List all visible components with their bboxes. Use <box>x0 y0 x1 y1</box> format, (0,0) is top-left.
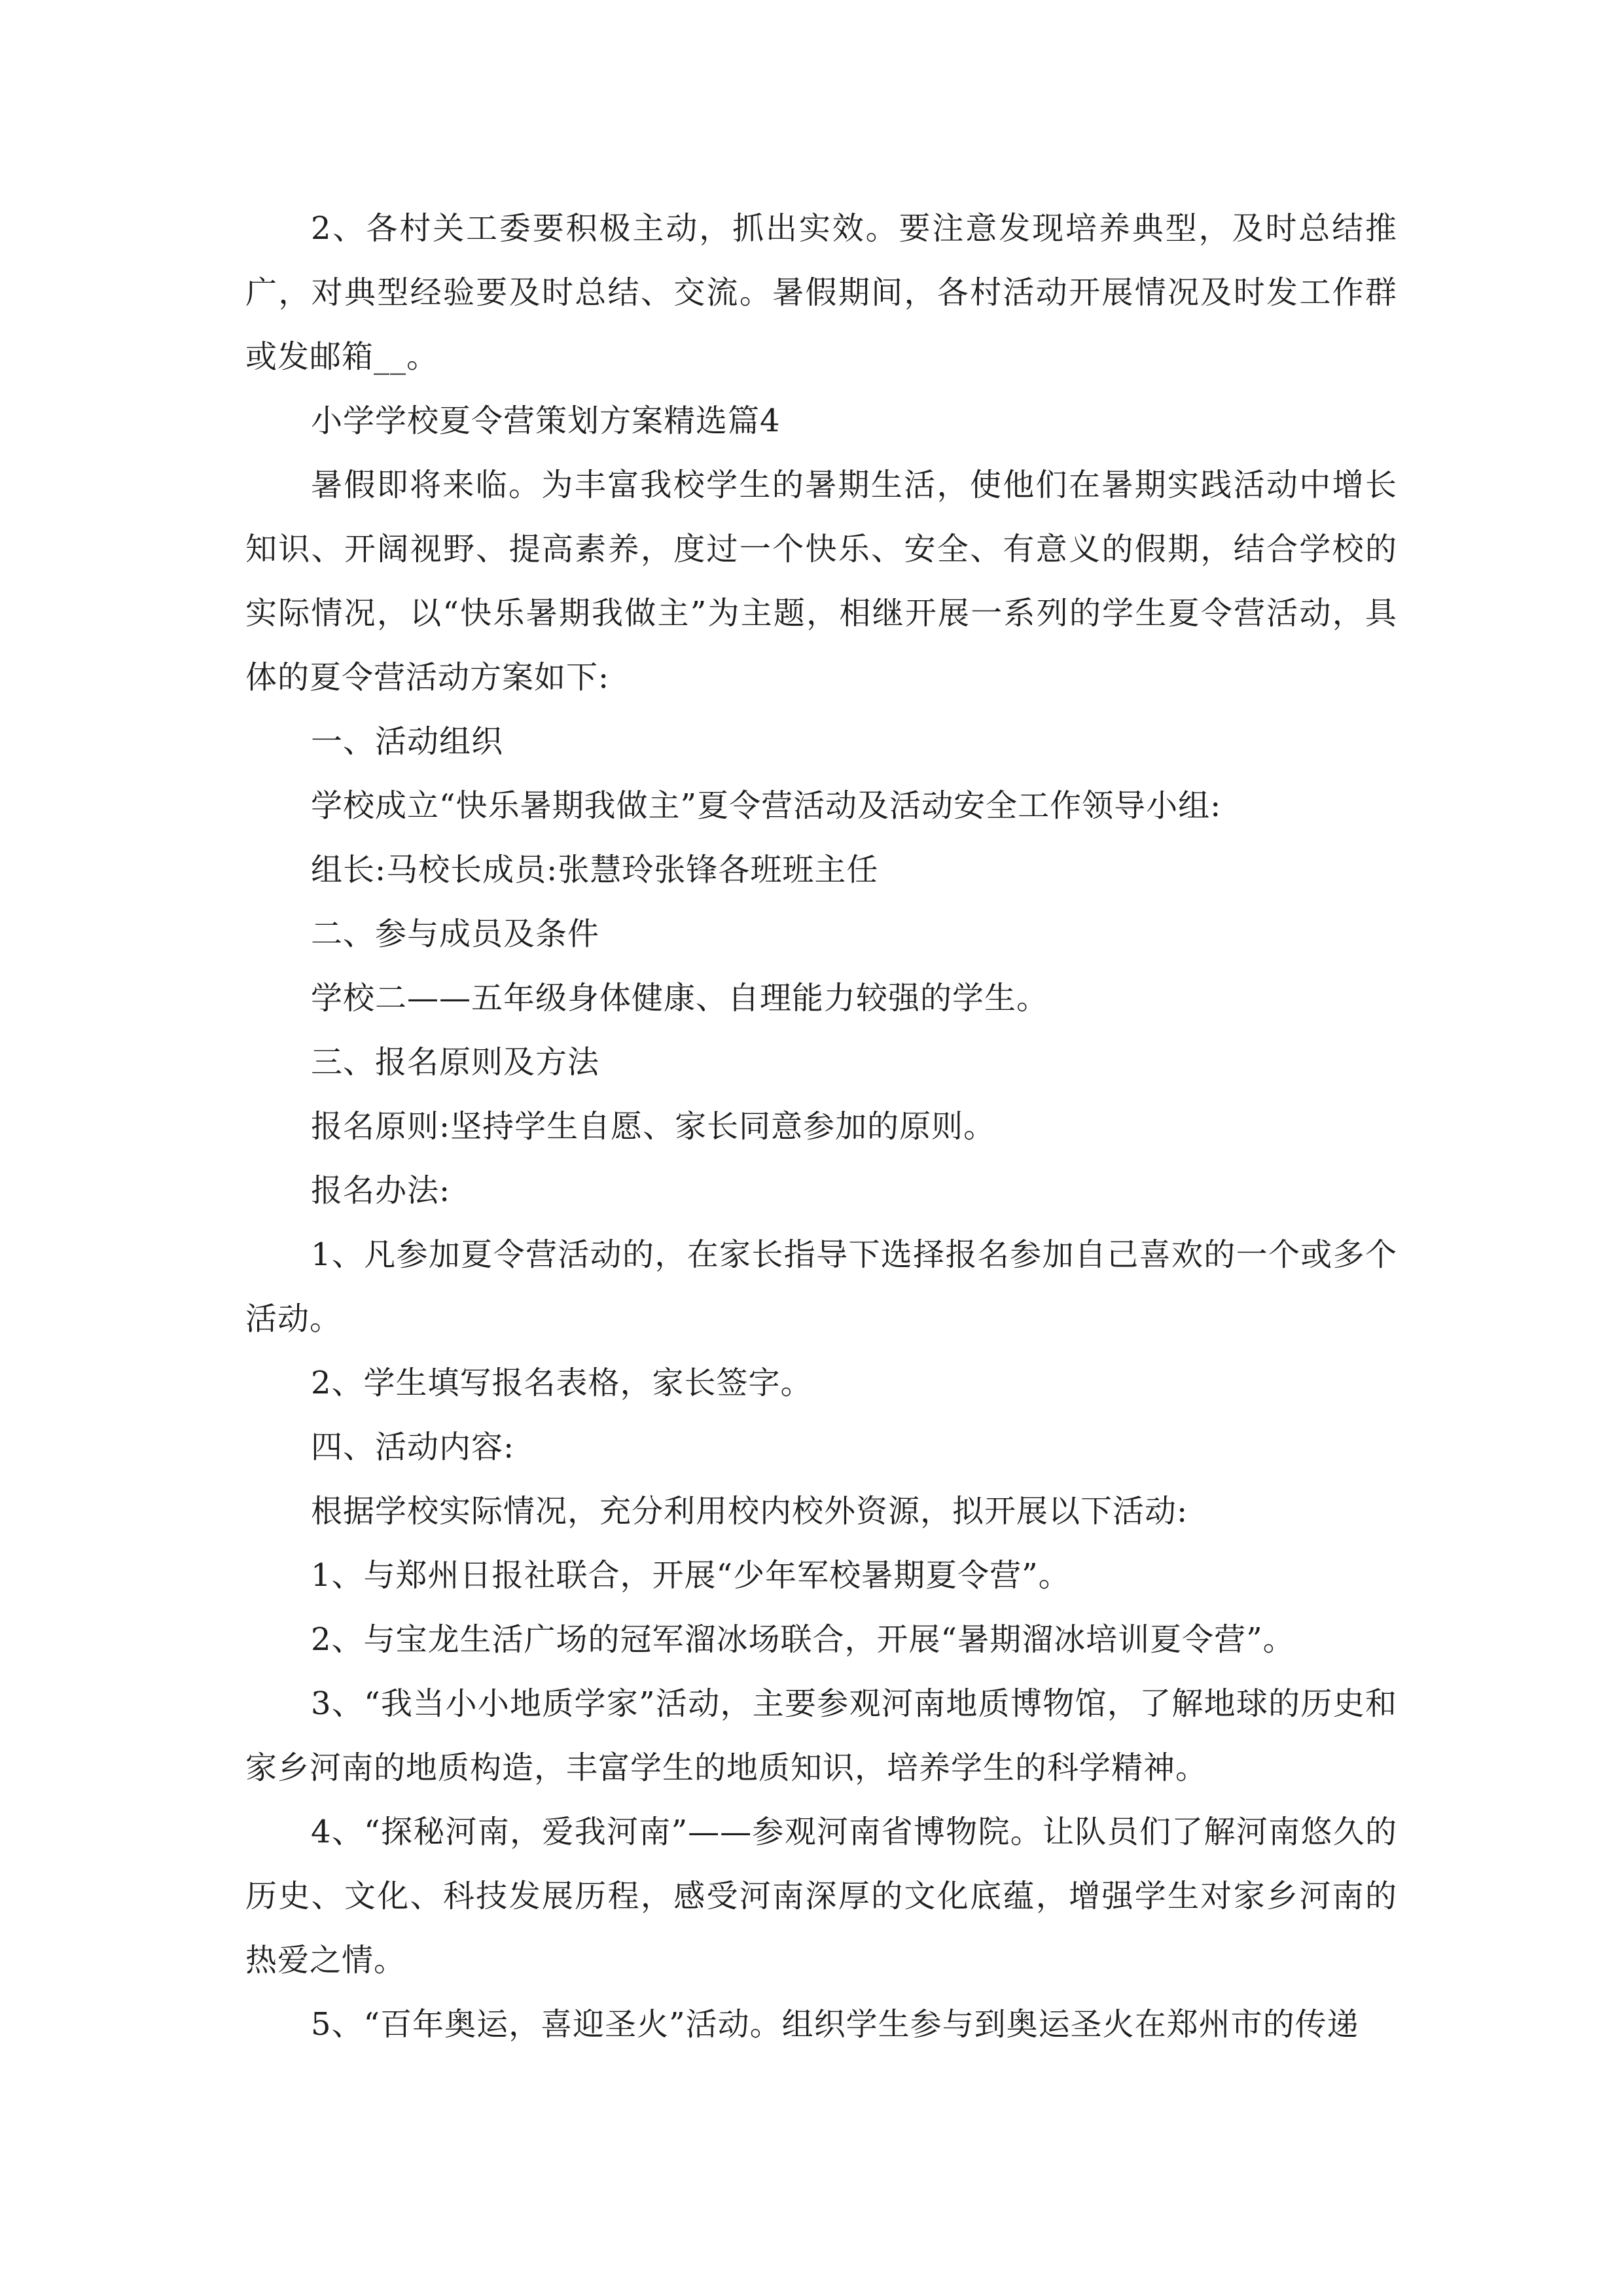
paragraph-activity-4: 4、“探秘河南，爱我河南”——参观河南省博物院。让队员们了解河南悠久的历史、文化、科技发展历程，感受河南深厚的文化底蕴，增强学生对家乡河南的热爱之情。 <box>245 1814 1397 1979</box>
paragraph-participant-criteria: 学校二——五年级身体健康、自理能力较强的学生。 <box>311 980 1049 1016</box>
paragraph-activity-2: 2、与宝龙生活广场的冠军溜冰场联合，开展“暑期溜冰培训夏令营”。 <box>311 1621 1295 1658</box>
section-heading-plan-4: 小学学校夏令营策划方案精选篇4 <box>311 403 781 439</box>
paragraph-activity-5: 5、“百年奥运，喜迎圣火”活动。组织学生参与到奥运圣火在郑州市的传递 <box>311 2006 1359 2043</box>
paragraph-leadership-group: 学校成立“快乐暑期我做主”夏令营活动及活动安全工作领导小组: <box>311 787 1222 824</box>
paragraph-registration-item-2: 2、学生填写报名表格，家长签字。 <box>311 1365 813 1401</box>
paragraph-registration-principle: 报名原则:坚持学生自愿、家长同意参加的原则。 <box>311 1108 996 1145</box>
paragraph-village-committee: 2、各村关工委要积极主动，抓出实效。要注意发现培养典型，及时总结推广，对典型经验要及时总结、交流。暑假期间，各村活动开展情况及时发工作群或发邮箱__。 <box>245 210 1397 375</box>
paragraph-group-members: 组长:马校长成员:张慧玲张锋各班班主任 <box>311 852 879 888</box>
heading-registration: 三、报名原则及方法 <box>311 1044 600 1081</box>
paragraph-intro: 暑假即将来临。为丰富我校学生的暑期生活，使他们在暑期实践活动中增长知识、开阔视野、提高素养，度过一个快乐、安全、有意义的假期，结合学校的实际情况，以“快乐暑期我做主”为主题，相继开展一系列的学生夏令营活动，具体的夏令营活动方案如下: <box>245 467 1397 696</box>
paragraph-activity-3: 3、“我当小小地质学家”活动，主要参观河南地质博物馆，了解地球的历史和家乡河南的地质构造，丰富学生的地质知识，培养学生的科学精神。 <box>245 1685 1397 1786</box>
heading-activity-content: 四、活动内容: <box>311 1429 515 1465</box>
paragraph-registration-item-1: 1、凡参加夏令营活动的，在家长指导下选择报名参加自己喜欢的一个或多个活动。 <box>245 1236 1397 1337</box>
document-body <box>245 196 1397 2056</box>
paragraph-activity-overview: 根据学校实际情况，充分利用校内校外资源，拟开展以下活动: <box>311 1493 1188 1530</box>
heading-participants: 二、参与成员及条件 <box>311 916 600 952</box>
paragraph-registration-method-label: 报名办法: <box>311 1172 451 1209</box>
heading-activity-organization: 一、活动组织 <box>311 723 504 760</box>
paragraph-activity-1: 1、与郑州日报社联合，开展“少年军校暑期夏令营”。 <box>311 1557 1071 1594</box>
